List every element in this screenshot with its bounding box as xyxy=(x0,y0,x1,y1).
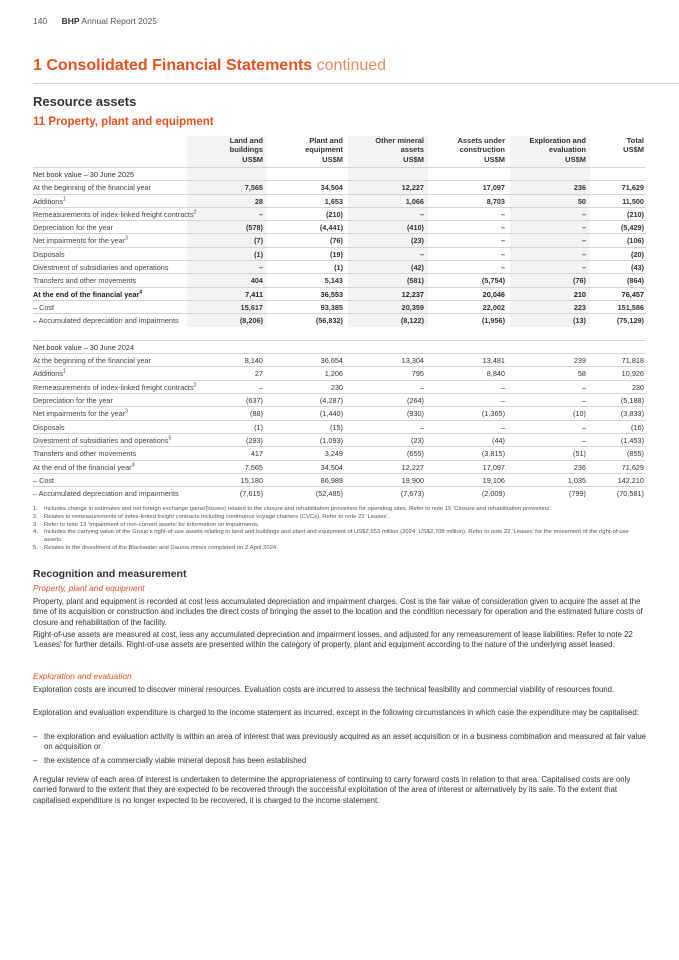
table-cell: (76) xyxy=(330,236,343,246)
table-cell: 1,653 xyxy=(324,196,343,206)
table-row xyxy=(33,207,646,220)
table-cell: (20) xyxy=(631,249,644,259)
table-cell: (2,009) xyxy=(481,489,505,499)
row-label: At the beginning of the financial year xyxy=(33,183,152,193)
table-cell: – xyxy=(500,236,505,246)
table-cell: (42) xyxy=(411,263,424,273)
table-cell: (930) xyxy=(406,409,424,419)
table-row xyxy=(33,247,646,260)
table-cell: (210) xyxy=(626,209,644,219)
bullet-text: the existence of a commercially viable mineral deposit has been established xyxy=(44,755,307,765)
footnote: 1. Includes change in estimates and net foreign exchange gains/(losses) related to the closure and rehabilitation provisions for operating sites. Refer to note 15 ‘Closure and rehabilitation provisions’. xyxy=(33,506,553,512)
table-cell: 12,227 xyxy=(401,183,424,193)
table-cell: 34,504 xyxy=(320,462,343,472)
table-cell: 12,227 xyxy=(401,462,424,472)
table-row xyxy=(33,340,646,353)
table-cell: – xyxy=(581,382,586,392)
table-cell: 236 xyxy=(573,462,586,472)
table-row xyxy=(33,433,646,446)
footnote-ref: 5 xyxy=(168,435,172,442)
table-cell: – xyxy=(581,396,586,406)
row-label: Transfers and other movements xyxy=(33,276,137,286)
table-cell: 15,180 xyxy=(240,475,263,485)
table-cell: – xyxy=(419,422,424,432)
footnote-ref: 2 xyxy=(193,382,197,389)
row-label: Depreciation for the year xyxy=(33,223,113,233)
table-cell: (5,188) xyxy=(620,396,644,406)
page-header xyxy=(33,16,157,26)
table-cell: (3,815) xyxy=(481,449,505,459)
table-cell: – xyxy=(581,236,586,246)
table-cell: (293) xyxy=(245,435,263,445)
table-cell: 236 xyxy=(573,183,586,193)
table-cell: – xyxy=(500,422,505,432)
table-cell: (4,287) xyxy=(319,396,343,406)
footnote-ref: 1 xyxy=(63,196,66,203)
section-title-text: Consolidated Financial Statements xyxy=(46,57,313,74)
footnotes xyxy=(33,506,646,553)
table-cell: (1) xyxy=(254,422,263,432)
column-header: Land and buildings US$M xyxy=(229,136,263,164)
table-cell: 34,504 xyxy=(320,183,343,193)
table-cell: 7,565 xyxy=(244,183,263,193)
row-label: Transfers and other movements xyxy=(33,449,137,459)
table-cell: (1,365) xyxy=(481,409,505,419)
ppe-paragraph-2: Right-of-use assets are measured at cost, less any accumulated depreciation and impairment losses, and adjusted for any remeasurement of lease liabilities. Refer to note 22 ‘Leases’ for further details. Right-of-use assets are presented within the category of property, plant and equipment according to the nature of the underlying asset leased. xyxy=(33,630,633,650)
table-cell: (23) xyxy=(411,435,424,445)
table-cell: (106) xyxy=(626,236,644,246)
table-row xyxy=(33,446,646,459)
row-label: Disposals xyxy=(33,249,65,259)
row-label: Additions$^1$ xyxy=(33,196,66,206)
footnote-ref: 3 xyxy=(125,236,128,243)
table-row xyxy=(33,167,646,180)
table-row xyxy=(33,180,646,193)
row-label: Remeasurements of index-linked freight contracts$^2$ xyxy=(33,382,197,392)
table-cell: (16) xyxy=(631,422,644,432)
table-cell: – xyxy=(419,249,424,259)
table-cell: 20,359 xyxy=(401,302,424,312)
table-cell: – xyxy=(500,249,505,259)
ppe-paragraph-1: Property, plant and equipment is recorded at cost less accumulated depreciation and impairment charges. Cost is the fair value of consideration given to acquire the asset at the time of its acquisition or construction and includes the direct costs of bringing the asset to the location and the condition necessary for operation and the estimated future costs of closure and rehabilitation of the facility. xyxy=(33,597,643,627)
table-cell: (75,129) xyxy=(616,316,644,326)
table-cell: – xyxy=(419,382,424,392)
table-cell: (855) xyxy=(626,449,644,459)
column-header: Total US$M xyxy=(623,136,644,155)
row-label: At the end of the financial year$^4$ xyxy=(33,289,143,299)
footnote: 2. Relates to remeasurements of index-linked freight contracts including continuous voyage charters (CVCs). Refer to note 22 ‘Leases’. xyxy=(33,513,390,520)
table-cell: 13,304 xyxy=(401,356,424,366)
table-cell: (1,453) xyxy=(620,435,644,445)
row-label: Net impairments for the year$^3$ xyxy=(33,408,128,419)
table-row xyxy=(33,287,646,300)
table-cell: 239 xyxy=(573,356,586,366)
footnote-ref: 2 xyxy=(193,209,197,216)
table-cell: 71,818 xyxy=(621,356,644,366)
table-cell: (864) xyxy=(626,276,644,286)
table-cell: – xyxy=(419,209,424,219)
table-row xyxy=(33,273,646,286)
table-cell: (5,754) xyxy=(481,276,505,286)
table-cell: 8,140 xyxy=(244,356,263,366)
table-cell: 17,097 xyxy=(482,462,505,472)
ppe-table xyxy=(33,136,646,499)
table-cell: – xyxy=(500,396,505,406)
table-cell: 7,565 xyxy=(244,462,263,472)
row-label: Remeasurements of index-linked freight contracts$^2$ xyxy=(33,209,197,219)
row-label: Additions$^1$ xyxy=(33,369,66,379)
table-cell: 795 xyxy=(411,369,424,379)
exploration-subheading: Exploration and evaluation xyxy=(33,671,132,681)
table-row xyxy=(33,460,646,473)
table-cell: – xyxy=(258,263,263,273)
table-cell: – xyxy=(500,223,505,233)
table-cell: (88) xyxy=(250,409,263,419)
footnote-ref: 1 xyxy=(63,369,66,376)
table-cell: (43) xyxy=(631,263,644,273)
column-header: Plant and equipment US$M xyxy=(305,136,343,164)
table-row xyxy=(33,300,646,313)
table-cell: (1,093) xyxy=(319,435,343,445)
table-cell: 27 xyxy=(254,369,263,379)
bullet-item: – the existence of a commercially viable mineral deposit has been established xyxy=(33,755,307,765)
table-row xyxy=(33,420,646,433)
table-cell: – xyxy=(258,209,263,219)
table-cell: 71,629 xyxy=(621,183,644,193)
table-cell: (637) xyxy=(245,396,263,406)
section-continued: continued xyxy=(316,57,387,74)
row-label: – Accumulated depreciation and impairments xyxy=(33,316,179,326)
table-row xyxy=(33,380,646,393)
table-cell: 230 xyxy=(631,382,644,392)
table-cell: – xyxy=(581,223,586,233)
table-cell: (7) xyxy=(254,236,263,246)
row-label: Disposals xyxy=(33,422,65,432)
table-cell: – xyxy=(581,263,586,273)
table-row xyxy=(33,406,646,419)
table-cell: (410) xyxy=(406,223,424,233)
table-cell: (51) xyxy=(573,449,586,459)
table-cell: 142,210 xyxy=(617,475,644,485)
footnote: 5. Relates to the divestment of the Blackwater and Daunia mines completed on 2 April 2024. xyxy=(33,544,278,551)
bullet-item: – the exploration and evaluation activity is within an area of interest that was previously acquired as an asset acquisition or in a business combination and measured at fair value on acquisition or xyxy=(33,732,647,752)
page-number: 140 xyxy=(33,16,48,26)
table-cell: (23) xyxy=(411,236,424,246)
table-row xyxy=(33,366,646,379)
table-cell: 19,900 xyxy=(401,475,424,485)
table-cell: (1) xyxy=(334,263,343,273)
ppe-subheading: Property, plant and equipment xyxy=(33,583,145,593)
section-title xyxy=(33,57,386,75)
row-label: Net book value – 30 June 2024 xyxy=(33,342,135,352)
table-cell: (13) xyxy=(573,316,586,326)
table-cell: 13,481 xyxy=(482,356,505,366)
table-cell: 10,926 xyxy=(621,369,644,379)
table-cell: 17,097 xyxy=(482,183,505,193)
table-cell: 12,237 xyxy=(401,289,424,299)
column-header: Assets under construction US$M xyxy=(457,136,505,164)
report-name: Annual Report 2025 xyxy=(81,16,158,26)
table-cell: 1,066 xyxy=(405,196,424,206)
section-divider xyxy=(33,83,679,84)
table-cell: (7,615) xyxy=(239,489,263,499)
table-cell: 223 xyxy=(573,302,586,312)
table-row xyxy=(33,260,646,273)
table-cell: 210 xyxy=(573,289,586,299)
table-cell: (10) xyxy=(573,409,586,419)
table-cell: (4,441) xyxy=(319,223,343,233)
table-cell: (210) xyxy=(325,209,343,219)
ppe-heading: 11 Property, plant and equipment xyxy=(33,116,214,128)
table-cell: – xyxy=(500,209,505,219)
row-label: Divestment of subsidiaries and operations$^5$ xyxy=(33,435,172,445)
table-cell: (3,833) xyxy=(620,409,644,419)
column-header: Other mineral assets US$M xyxy=(375,136,424,164)
table-row xyxy=(33,220,646,233)
table-cell: 1,206 xyxy=(324,369,343,379)
table-cell: (1) xyxy=(254,249,263,259)
review-paragraph: A regular review of each area of interest is undertaken to determine the appropriateness of continuing to carry forward costs in relation to that area. Capitalised costs are only carried forward to the extent that they are expected to be recovered through the successful exploitation of the area of interest or alternatively by its sale. To the extent that capitalised expenditure is no longer expected to be recovered, it is charged to the income statement. xyxy=(33,775,631,805)
table-cell: 28 xyxy=(254,196,263,206)
table-cell: 8,703 xyxy=(486,196,505,206)
resource-assets-heading: Resource assets xyxy=(33,94,137,109)
table-cell: 36,553 xyxy=(320,289,343,299)
table-cell: 20,046 xyxy=(482,289,505,299)
table-cell: (581) xyxy=(406,276,424,286)
table-cell: – xyxy=(581,422,586,432)
table-cell: 19,106 xyxy=(482,475,505,485)
table-cell: 7,411 xyxy=(245,289,263,299)
table-cell: (5,429) xyxy=(620,223,644,233)
table-cell: – xyxy=(500,263,505,273)
exploration-paragraph-2: Exploration and evaluation expenditure is charged to the income statement as incurred, except in the following circumstances in which case the expenditure may be capitalised: xyxy=(33,708,639,717)
row-label: – Cost xyxy=(33,475,55,485)
table-cell: 417 xyxy=(250,449,263,459)
table-cell: 76,457 xyxy=(621,289,644,299)
bullet-text: the exploration and evaluation activity is within an area of interest that was previously acquired as an asset acquisition or in a business combination and measured at fair value on acquisition or xyxy=(44,732,647,752)
table-row xyxy=(33,393,646,406)
table-cell: (799) xyxy=(568,489,586,499)
row-label: Net impairments for the year$^3$ xyxy=(33,236,128,246)
table-cell: (15) xyxy=(330,422,343,432)
exploration-paragraph-1: Exploration costs are incurred to discover mineral resources. Evaluation costs are incurred to assess the technical feasibility and commercial viability of resources found. xyxy=(33,685,615,694)
table-cell: – xyxy=(581,435,586,445)
table-cell: 5,143 xyxy=(324,276,343,286)
row-label: – Cost xyxy=(33,302,55,312)
table-cell: 36,654 xyxy=(320,356,343,366)
table-cell: (56,832) xyxy=(315,316,343,326)
table-cell: – xyxy=(258,382,263,392)
table-header xyxy=(33,136,646,167)
column-header: Exploration and evaluation US$M xyxy=(529,136,586,164)
table-row xyxy=(33,353,646,366)
table-cell: (7,673) xyxy=(400,489,424,499)
brand-name: BHP xyxy=(61,16,80,26)
table-cell: 15,617 xyxy=(240,302,263,312)
footnote-ref: 4 xyxy=(131,462,135,469)
table-cell: (578) xyxy=(245,223,263,233)
table-cell: 8,840 xyxy=(486,369,505,379)
table-cell: (655) xyxy=(406,449,424,459)
table-cell: (76) xyxy=(573,276,586,286)
row-label: Depreciation for the year xyxy=(33,396,113,406)
table-cell: – xyxy=(581,249,586,259)
table-row xyxy=(33,473,646,486)
table-cell: (264) xyxy=(406,396,424,406)
table-cell: 151,586 xyxy=(617,302,644,312)
table-cell: 11,500 xyxy=(622,196,644,206)
table-row xyxy=(33,327,646,340)
row-label: At the end of the financial year$^4$ xyxy=(33,462,135,472)
table-cell: 58 xyxy=(577,369,586,379)
table-row xyxy=(33,313,646,326)
row-label: Net book value – 30 June 2025 xyxy=(33,170,135,179)
row-label: – Accumulated depreciation and impairments xyxy=(33,489,179,499)
table-cell: – xyxy=(581,209,586,219)
table-cell: (70,581) xyxy=(616,489,644,499)
footnote: 3. Refer to note 13 ‘Impairment of non-current assets’ for information on impairments. xyxy=(33,521,260,528)
table-cell: (19) xyxy=(330,249,343,259)
table-cell: 404 xyxy=(250,276,263,286)
table-cell: (8,206) xyxy=(239,316,263,326)
table-cell: 230 xyxy=(330,382,343,392)
table-cell: 22,002 xyxy=(482,302,505,312)
footnote: 4. Includes the carrying value of the Group’s right-of-use assets relating to land and buildings and plant and equipment of US$2,653 million (2024: US$2,708 million). Refer to note 22 ‘Leases’ for the movement of the right-of-use assets. xyxy=(33,529,629,544)
table-body xyxy=(33,167,646,499)
table-cell: 50 xyxy=(577,196,586,206)
table-cell: – xyxy=(500,382,505,392)
table-cell: (8,122) xyxy=(400,316,424,326)
section-number: 1 xyxy=(33,57,42,74)
table-row xyxy=(33,233,646,246)
table-cell: (44) xyxy=(492,435,505,445)
table-row xyxy=(33,486,646,499)
footnote-ref: 4 xyxy=(139,289,143,296)
row-label: At the beginning of the financial year xyxy=(33,356,152,366)
row-label: Divestment of subsidiaries and operations xyxy=(33,263,169,273)
table-cell: 93,385 xyxy=(320,302,343,312)
table-row xyxy=(33,194,646,207)
table-cell: 3,249 xyxy=(324,449,343,459)
table-cell: 71,629 xyxy=(621,462,644,472)
recognition-heading: Recognition and measurement xyxy=(33,568,187,580)
table-cell: (1,956) xyxy=(481,316,505,326)
footnote-ref: 3 xyxy=(125,408,128,415)
capitalisation-bullets xyxy=(33,732,646,766)
table-cell: (1,440) xyxy=(319,409,343,419)
table-cell: 86,989 xyxy=(320,475,343,485)
table-cell: (52,485) xyxy=(315,489,343,499)
table-cell: 1,035 xyxy=(567,475,586,485)
